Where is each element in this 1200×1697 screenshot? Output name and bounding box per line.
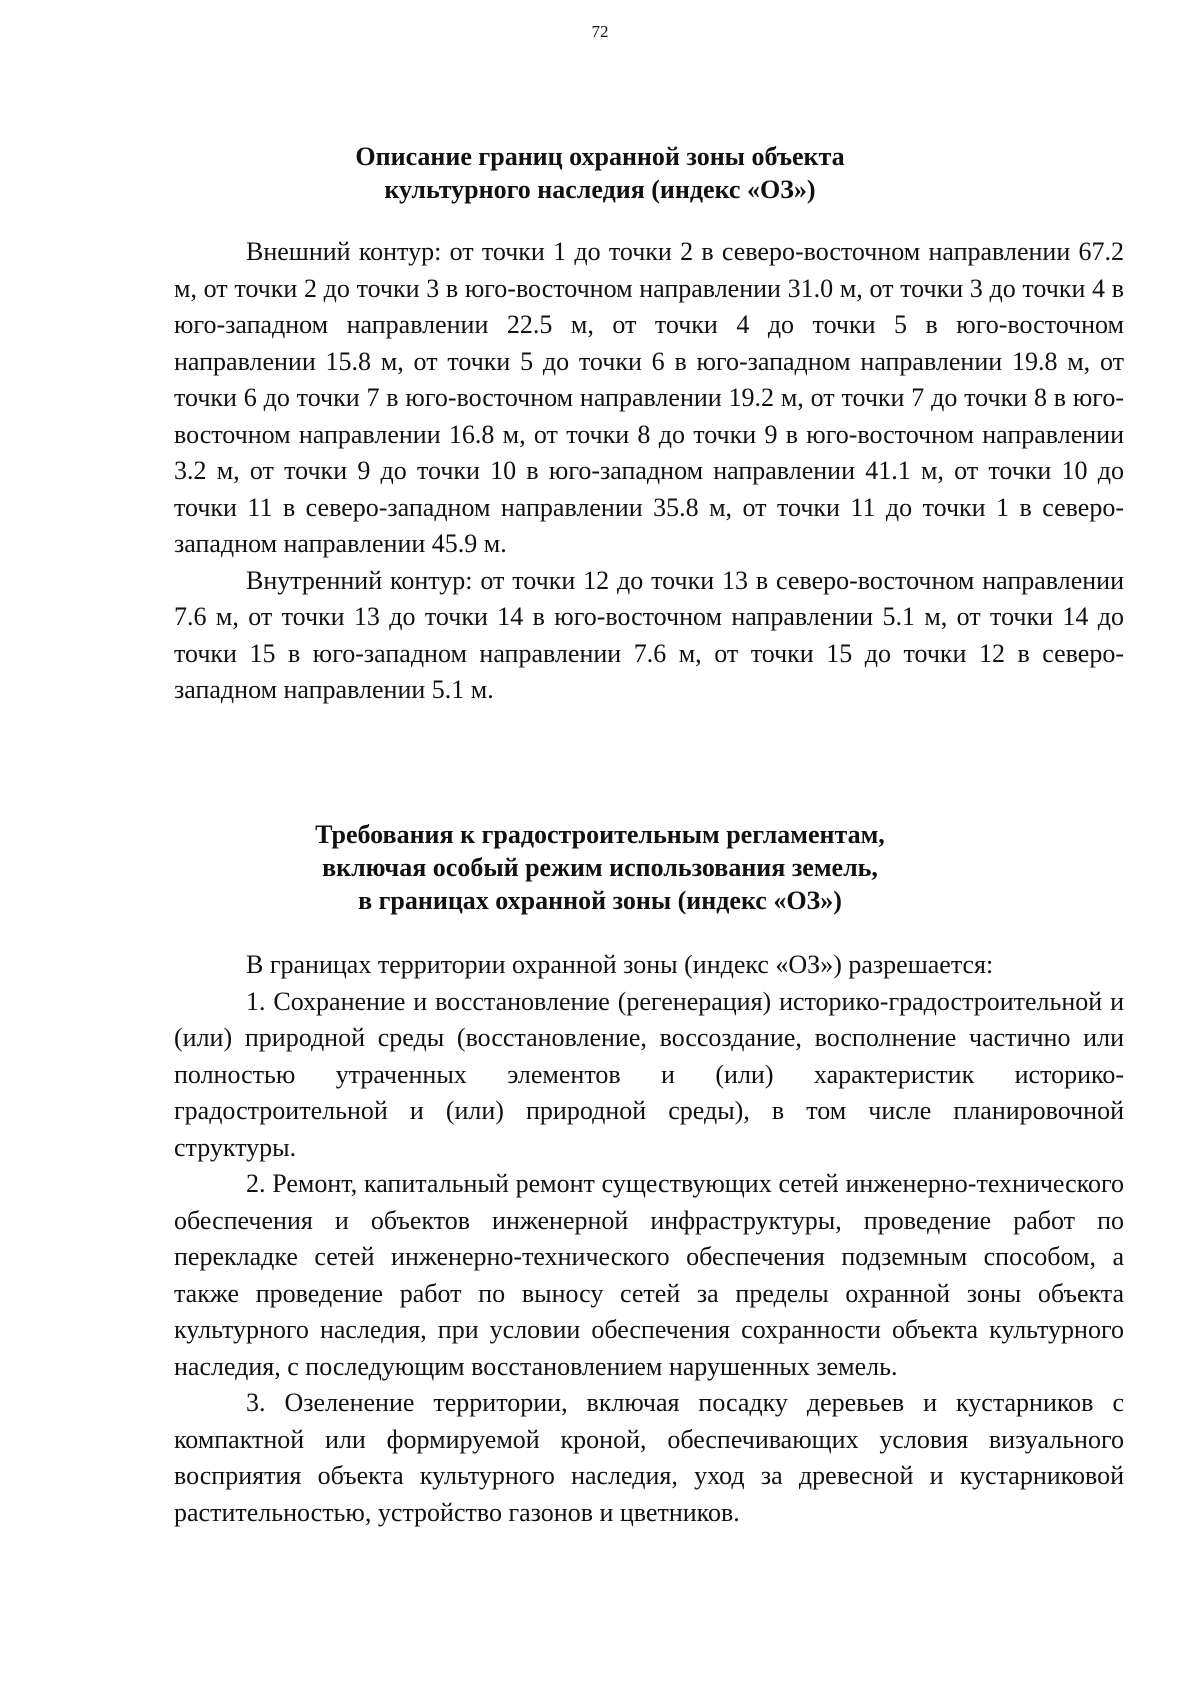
heading-line: в границах охранной зоны (индекс «ОЗ»)	[358, 886, 842, 915]
requirements-text	[174, 947, 1124, 1531]
heading-line: Описание границ охранной зоны объекта	[355, 142, 845, 171]
heading-line: культурного наследия (индекс «ОЗ»)	[384, 175, 816, 204]
section-heading-boundaries	[0, 140, 1200, 206]
page-number: 72	[591, 22, 609, 41]
heading-line: включая особый режим использования земель,	[322, 853, 878, 882]
permitted-item-3: 3. Озеленение территории, включая посадку деревьев и кустарников с компактной или формируемой кроной, обеспечивающих условия визуального восприятия объекта культурного наследия, уход за древесной и кустарниковой растительностью, устройство газонов и цветников.	[174, 1388, 1124, 1527]
inner-contour-paragraph: Внутренний контур: от точки 12 до точки 13 в северо-восточном направлении 7.6 м, от точки 13 до точки 14 в юго-восточном направлении 5.1 м, от точки 14 до точки 15 в юго-западном направлении 7.6 м, от точки 15 до точки 12 в северо-западном направлении 5.1 м.	[174, 565, 1124, 704]
boundaries-text	[174, 234, 1124, 709]
heading-line: Требования к градостроительным регламентам,	[315, 820, 885, 849]
section-heading-requirements	[0, 818, 1200, 917]
permitted-item-1: 1. Сохранение и восстановление (регенерация) историко-градостроительной и (или) природной среды (восстановление, воссоздание, восполнение частично или полностью утраченных элементов и (или) характеристик историко-градостроительной и (или) природной среды), в том числе планировочной структуры.	[174, 986, 1124, 1162]
permitted-intro-paragraph: В границах территории охранной зоны (индекс «ОЗ») разрешается:	[246, 950, 994, 979]
permitted-item-2: 2. Ремонт, капитальный ремонт существующих сетей инженерно-технического обеспечения и объектов инженерной инфраструктуры, проведение работ по перекладке сетей инженерно-технического обеспечения подземным способом, а также проведение работ по выносу сетей за пределы охранной зоны объекта культурного наследия, при условии обеспечения сохранности объекта культурного наследия, с последующим восстановлением нарушенных земель.	[174, 1169, 1124, 1381]
outer-contour-paragraph: Внешний контур: от точки 1 до точки 2 в северо-восточном направлении 67.2 м, от точки 2 до точки 3 в юго-восточном направлении 31.0 м, от точки 3 до точки 4 в юго-западном направлении 22.5 м, от точки 4 до точки 5 в юго-восточном направлении 15.8 м, от точки 5 до точки 6 в юго-западном направлении 19.8 м, от точки 6 до точки 7 в юго-восточном направлении 19.2 м, от точки 7 до точки 8 в юго-восточном направлении 16.8 м, от точки 8 до точки 9 в юго-восточном направлении 3.2 м, от точки 9 до точки 10 в юго-западном направлении 41.1 м, от точки 10 до точки 11 в северо-западном направлении 35.8 м, от точки 11 до точки 1 в северо-западном направлении 45.9 м.	[174, 237, 1124, 558]
